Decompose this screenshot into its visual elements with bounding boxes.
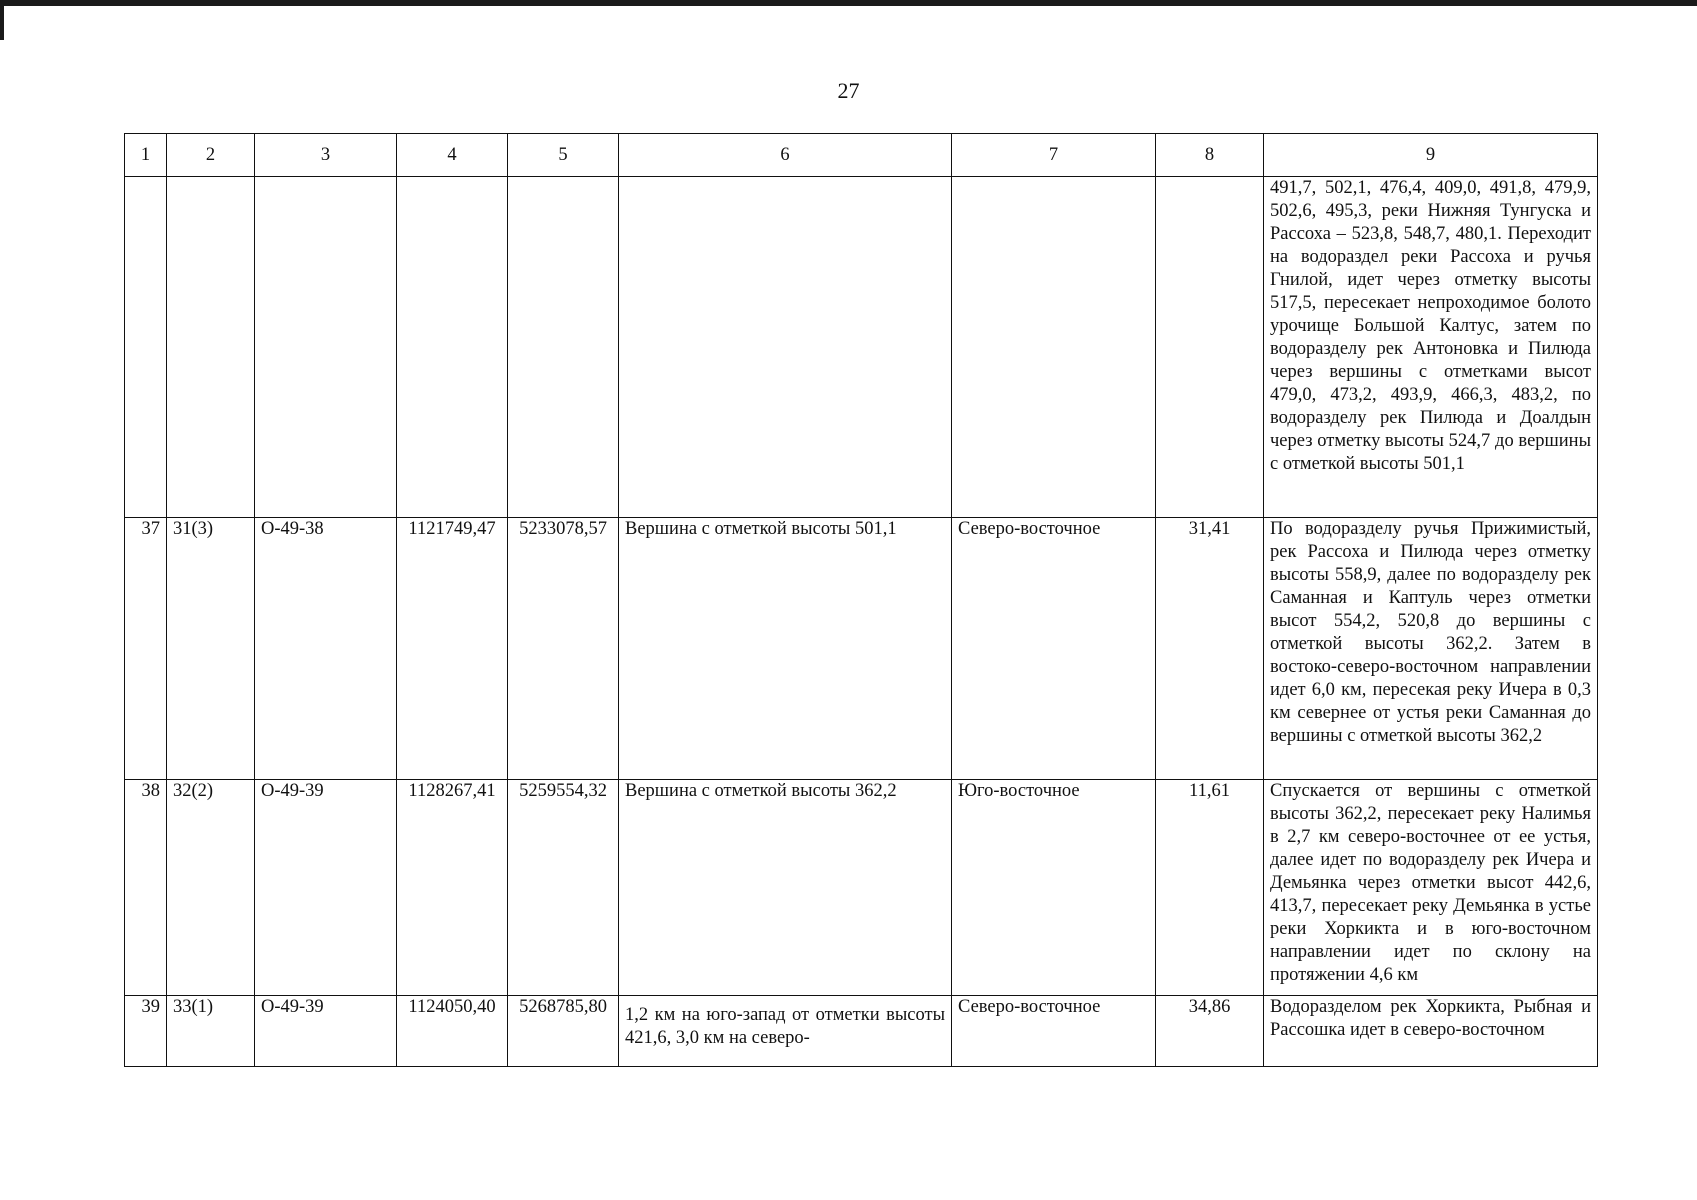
direction: Юго-восточное [952,780,1156,996]
header-col-2: 2 [167,134,255,177]
boundary-description: По водоразделу ручья Прижимистый, рек Рассоха и Пилюда через отметку высоты 558,9, далее по водоразделу рек Саманная и Каптуль через отметки высот 554,2, 520,8 до вершины с отметкой высоты 362,2. Затем в востоко-северо-восточном направлении идет 6,0 км, пересекая реку Ичера в 0,3 км севернее от устья реки Саманная до вершины с отметкой высоты 362,2 [1264,518,1598,780]
table-row [125,996,1598,1067]
header-col-9: 9 [1264,134,1598,177]
header-col-3: 3 [255,134,397,177]
table-row [125,518,1598,780]
direction: Северо-восточное [952,518,1156,780]
page-number: 27 [837,78,860,103]
empty-cell [619,177,952,518]
header-col-4: 4 [397,134,508,177]
header-col-5: 5 [508,134,619,177]
coordinate-y: 5259554,32 [508,780,619,996]
point-code: 32(2) [167,780,255,996]
direction: Северо-восточное [952,996,1156,1067]
header-col-8: 8 [1156,134,1264,177]
empty-cell [255,177,397,518]
header-col-6: 6 [619,134,952,177]
map-sheet: O-49-39 [255,780,397,996]
empty-cell [1156,177,1264,518]
scan-edge-left [0,0,4,40]
boundary-description: Спускается от вершины с отметкой высоты 362,2, пересекает реку Налимья в 2,7 км северо-восточнее от ее устья, далее идет по водоразделу рек Ичера и Демьянка через отметки высот 442,6, 413,7, пересекает реку Демьянка в устье реки Хоркикта и в юго-восточном направлении идет по склону на протяжении 4,6 км [1264,780,1598,996]
map-sheet: O-49-39 [255,996,397,1067]
coordinate-x: 1121749,47 [397,518,508,780]
boundary-description: 491,7, 502,1, 476,4, 409,0, 491,8, 479,9, 502,6, 495,3, реки Нижняя Тунгуска и Рассоха – 523,8, 548,7, 480,1. Переходит на водораздел реки Рассоха и ручья Гнилой, идет через отметку высоты 517,5, пересекает непроходимое болото урочище Большой Калтус, затем по водоразделу рек Антоновка и Пилюда через вершины с отметками высот 479,0, 473,2, 493,9, 466,3, 483,2, по водоразделу рек Пилюда и Доалдын через отметку высоты 524,7 до вершины с отметкой высоты 501,1 [1264,177,1598,518]
empty-cell [397,177,508,518]
coordinate-x: 1128267,41 [397,780,508,996]
header-col-1: 1 [125,134,167,177]
point-description: Вершина с отметкой высоты 362,2 [619,780,952,996]
boundary-description: Водоразделом рек Хоркикта, Рыбная и Рассошка идет в северо-восточном [1264,996,1598,1067]
map-sheet: O-49-38 [255,518,397,780]
row-number: 38 [125,780,167,996]
empty-cell [508,177,619,518]
row-number: 37 [125,518,167,780]
point-description: 1,2 км на юго-запад от отметки высоты 421,6, 3,0 км на северо- [619,996,952,1067]
row-number: 39 [125,996,167,1067]
header-row [125,134,1598,177]
point-code: 33(1) [167,996,255,1067]
length-km: 34,86 [1156,996,1264,1067]
coordinate-x: 1124050,40 [397,996,508,1067]
empty-cell [125,177,167,518]
scan-edge-top [0,0,1697,6]
point-description: Вершина с отметкой высоты 501,1 [619,518,952,780]
table-row [125,780,1598,996]
header-col-7: 7 [952,134,1156,177]
boundary-table [124,133,1598,1067]
empty-cell [952,177,1156,518]
table-row-continuation [125,177,1598,518]
length-km: 31,41 [1156,518,1264,780]
point-code: 31(3) [167,518,255,780]
empty-cell [167,177,255,518]
length-km: 11,61 [1156,780,1264,996]
coordinate-y: 5233078,57 [508,518,619,780]
coordinate-y: 5268785,80 [508,996,619,1067]
